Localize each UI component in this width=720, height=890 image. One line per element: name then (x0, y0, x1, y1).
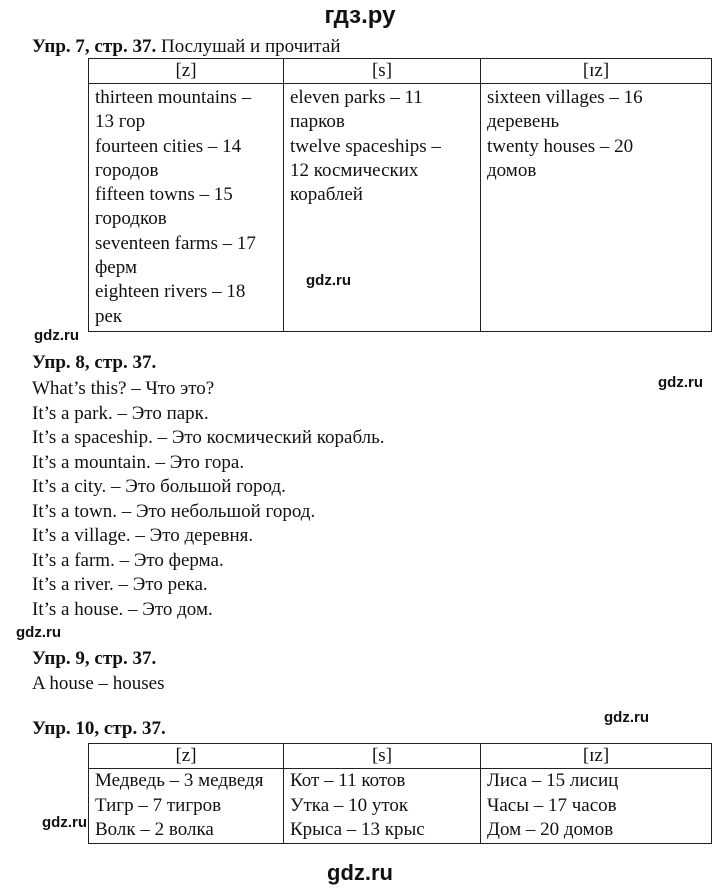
ex10-title-bold: Упр. 10, стр. 37. (32, 718, 166, 739)
ex7-col3-line: домов (487, 159, 537, 181)
ex7-col1-line: thirteen mountains – (95, 87, 252, 108)
ex7-title (32, 36, 341, 58)
ex7-col-s (284, 84, 481, 332)
ex7-col1-line: fourteen cities – 14 (95, 135, 242, 157)
watermark: gdz.ru (306, 272, 351, 289)
ex10-col-iz (481, 769, 712, 844)
ex7-col2-line: eleven parks – 11 (290, 87, 423, 108)
ex10-col1-line: Волк – 2 волка (95, 819, 214, 840)
ex9-title-bold: Упр. 9, стр. 37. (32, 648, 157, 669)
ex7-col1-line: fifteen towns – 15 (95, 184, 233, 206)
ex7-header-iz: [ɪz] (481, 59, 712, 84)
ex8-line: It’s a village. – Это деревня. (32, 525, 254, 546)
ex10-col-s (284, 769, 481, 844)
ex7-header-z: [z] (89, 59, 284, 84)
ex8-lines (32, 377, 385, 622)
ex8-line: It’s a river. – Это река. (32, 574, 208, 595)
ex10-col1-line: Медведь – 3 медведя (95, 770, 264, 791)
ex10-table (88, 743, 712, 844)
ex7-table (88, 58, 712, 332)
ex7-col-z (89, 84, 284, 332)
ex8-title-bold: Упр. 8, стр. 37. (32, 352, 157, 373)
site-bottom-mark: gdz.ru (327, 860, 393, 885)
ex7-col1-line: ферм (95, 257, 137, 279)
ex8-line: It’s a spaceship. – Это космический корабль. (32, 427, 385, 448)
ex7-col1-line: eighteen rivers – 18 (95, 281, 246, 303)
ex8-line: What’s this? – Что это? (32, 378, 215, 399)
ex8-line: It’s a park. – Это парк. (32, 402, 209, 424)
watermark: gdz.ru (604, 709, 649, 726)
ex7-col2-line: кораблей (290, 184, 363, 206)
ex7-col3-line: sixteen villages – 16 (487, 87, 643, 108)
ex10-col2-line: Кот – 11 котов (290, 770, 406, 791)
ex10-col1-line: Тигр – 7 тигров (95, 794, 222, 816)
ex8-line: It’s a city. – Это большой город. (32, 476, 286, 497)
ex7-title-bold: Упр. 7, стр. 37. (32, 36, 157, 57)
ex7-col1-line: городков (95, 208, 167, 230)
ex8-line: It’s a mountain. – Это гора. (32, 451, 245, 473)
ex7-col2-line: 12 космических (290, 159, 419, 181)
ex10-col2-line: Утка – 10 уток (290, 794, 409, 816)
ex9-text: A house – houses (32, 673, 165, 694)
ex8-line: It’s a town. – Это небольшой город. (32, 500, 316, 522)
ex9-title (32, 648, 156, 670)
ex10-header-iz: [ɪz] (481, 744, 712, 769)
ex7-col1-line: 13 гор (95, 111, 146, 133)
ex10-header-z: [z] (89, 744, 284, 769)
watermark: gdz.ru (658, 374, 703, 391)
ex7-col2-line: парков (290, 111, 345, 133)
ex10-col-z (89, 769, 284, 844)
ex10-header-s: [s] (284, 744, 481, 769)
ex7-col2-line: twelve spaceships – (290, 135, 441, 157)
ex7-col3-line: twenty houses – 20 (487, 135, 634, 157)
ex7-col-iz (481, 84, 712, 332)
ex8-line: It’s a house. – Это дом. (32, 598, 213, 620)
ex8-title (32, 352, 156, 374)
ex7-col1-line: рек (95, 305, 123, 327)
ex7-title-rest: Послушай и прочитай (156, 36, 341, 57)
watermark: gdz.ru (42, 814, 87, 831)
ex7-header-s: [s] (284, 59, 481, 84)
ex7-col3-line: деревень (487, 111, 560, 133)
ex10-col3-line: Часы – 17 часов (487, 794, 617, 816)
watermark: gdz.ru (16, 624, 61, 641)
ex10-col3-line: Дом – 20 домов (487, 819, 614, 840)
ex10-col2-line: Крыса – 13 крыс (290, 819, 425, 840)
ex7-col1-line: городов (95, 159, 159, 181)
site-title: гдз.ру (324, 2, 396, 29)
ex10-title (32, 718, 166, 740)
ex8-line: It’s a farm. – Это ферма. (32, 549, 224, 571)
ex10-col3-line: Лиса – 15 лисиц (487, 770, 619, 791)
watermark: gdz.ru (34, 327, 79, 344)
ex7-col1-line: seventeen farms – 17 (95, 232, 256, 254)
